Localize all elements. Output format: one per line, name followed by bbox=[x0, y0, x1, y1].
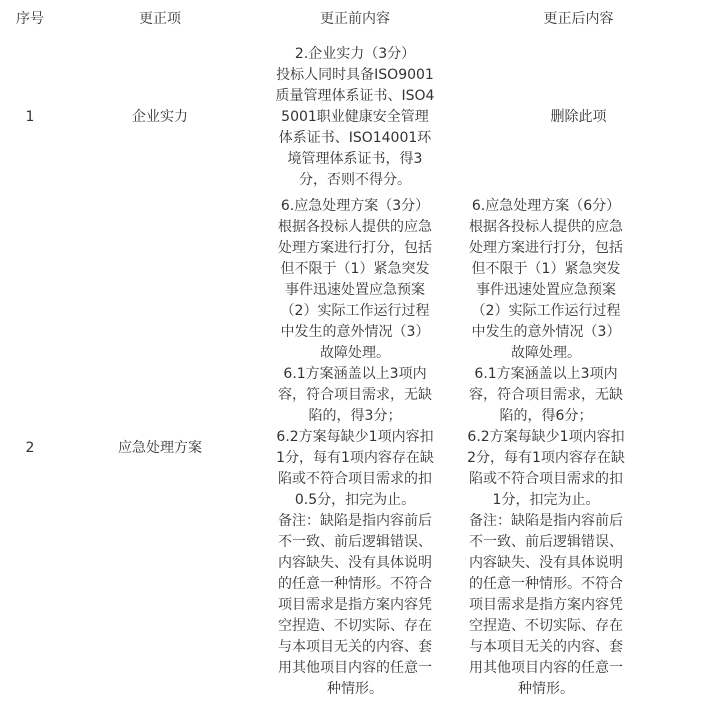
text-line: 不一致、前后逻辑错误、 bbox=[469, 534, 623, 550]
text-group bbox=[264, 196, 446, 364]
header-row bbox=[0, 0, 707, 39]
text-line: 内容缺失、没有具体说明 bbox=[278, 555, 432, 571]
text-line: 与本项目无关的内容、套 bbox=[278, 639, 432, 655]
text-line: 与本项目无关的内容、套 bbox=[469, 639, 623, 655]
text-line: 删除此项 bbox=[550, 108, 607, 125]
text-line: 空捏造、不切实际、存在 bbox=[278, 618, 432, 634]
text-line: 内容缺失、没有具体说明 bbox=[469, 555, 623, 571]
text-line: 中发生的意外情况（3） bbox=[471, 324, 621, 340]
header-before: 更正前内容 bbox=[320, 11, 390, 27]
text-line: 项目需求是指方案内容凭 bbox=[469, 597, 623, 613]
header-item: 更正项 bbox=[139, 11, 181, 27]
table-row bbox=[0, 39, 707, 195]
text-line: 但不限于（1）紧急突发 bbox=[471, 261, 621, 277]
row-item: 企业实力 bbox=[132, 108, 188, 125]
text-line: 6.应急处理方案（3分） bbox=[280, 198, 430, 214]
text-line: 境管理体系证书，得3 bbox=[287, 150, 423, 167]
text-line: 根据各投标人提供的应急 bbox=[469, 219, 623, 235]
text-line: 陷的，得3分； bbox=[308, 408, 402, 424]
before-text-block bbox=[264, 196, 446, 700]
text-group bbox=[264, 427, 446, 511]
text-line: （2）实际工作运行过程 bbox=[471, 303, 621, 319]
table-row bbox=[0, 195, 707, 701]
text-line: 容，符合项目需求，无缺 bbox=[469, 387, 623, 403]
text-line: 质量管理体系证书、ISO4 bbox=[275, 87, 435, 104]
text-line: 的任意一种情形。不符合 bbox=[469, 576, 623, 592]
text-line: 事件迅速处置应急预案 bbox=[285, 282, 425, 298]
text-line: 用其他项目内容的任意一 bbox=[278, 660, 432, 676]
text-line: （2）实际工作运行过程 bbox=[280, 303, 430, 319]
text-line: 2.企业实力（3分） bbox=[294, 45, 416, 62]
text-line: 分，否则不得分。 bbox=[299, 171, 411, 188]
text-group bbox=[455, 511, 637, 700]
header-no: 序号 bbox=[16, 11, 44, 27]
text-group bbox=[264, 44, 446, 191]
row-number: 1 bbox=[25, 108, 35, 125]
text-line: 1分，扣完为止。 bbox=[492, 492, 600, 508]
after-text-block bbox=[450, 107, 707, 128]
text-line: 陷或不符合项目需求的扣 bbox=[469, 471, 623, 487]
text-line: 6.2方案每缺少1项内容扣 bbox=[467, 429, 625, 445]
row-item: 应急处理方案 bbox=[118, 439, 202, 456]
text-line: 6.2方案每缺少1项内容扣 bbox=[276, 429, 434, 445]
text-line: 中发生的意外情况（3） bbox=[280, 324, 430, 340]
text-line: 陷的，得6分； bbox=[499, 408, 593, 424]
text-line: 备注：缺陷是指内容前后 bbox=[469, 513, 623, 529]
text-line: 种情形。 bbox=[518, 681, 574, 697]
text-line: 处理方案进行打分，包括 bbox=[469, 240, 623, 256]
text-line: 5001职业健康安全管理 bbox=[281, 108, 429, 125]
text-line: 事件迅速处置应急预案 bbox=[476, 282, 616, 298]
text-line: 6.应急处理方案（6分） bbox=[471, 198, 621, 214]
text-line: 但不限于（1）紧急突发 bbox=[280, 261, 430, 277]
text-line: 种情形。 bbox=[327, 681, 383, 697]
text-line: 空捏造、不切实际、存在 bbox=[469, 618, 623, 634]
text-line: 根据各投标人提供的应急 bbox=[278, 219, 432, 235]
row-before-content bbox=[260, 39, 450, 195]
text-group bbox=[264, 364, 446, 427]
text-line: 0.5分，扣完为止。 bbox=[294, 492, 416, 508]
text-line: 不一致、前后逻辑错误、 bbox=[278, 534, 432, 550]
text-line: 故障处理。 bbox=[320, 345, 390, 361]
text-line: 2分，每有1项内容存在缺 bbox=[467, 450, 625, 466]
text-line: 体系证书、ISO14001环 bbox=[278, 129, 432, 146]
header-after: 更正后内容 bbox=[543, 11, 614, 27]
text-line: 6.1方案涵盖以上3项内 bbox=[474, 366, 618, 382]
text-line: 1分，每有1项内容存在缺 bbox=[276, 450, 434, 466]
text-group bbox=[455, 427, 637, 511]
text-line: 投标人同时具备ISO9001 bbox=[276, 66, 434, 83]
text-line: 6.1方案涵盖以上3项内 bbox=[283, 366, 427, 382]
text-line: 陷或不符合项目需求的扣 bbox=[278, 471, 432, 487]
row-after-content bbox=[450, 195, 707, 701]
text-line: 备注：缺陷是指内容前后 bbox=[278, 513, 432, 529]
before-text-block bbox=[264, 44, 446, 191]
text-line: 的任意一种情形。不符合 bbox=[278, 576, 432, 592]
text-group bbox=[455, 196, 637, 364]
row-after-content bbox=[450, 39, 707, 195]
text-line: 故障处理。 bbox=[511, 345, 581, 361]
after-text-block bbox=[455, 196, 637, 700]
row-before-content bbox=[260, 195, 450, 701]
text-group bbox=[264, 511, 446, 700]
text-line: 处理方案进行打分，包括 bbox=[278, 240, 432, 256]
text-group bbox=[455, 364, 637, 427]
row-number: 2 bbox=[25, 439, 35, 456]
text-line: 用其他项目内容的任意一 bbox=[469, 660, 623, 676]
text-line: 容，符合项目需求，无缺 bbox=[278, 387, 432, 403]
text-line: 项目需求是指方案内容凭 bbox=[278, 597, 432, 613]
